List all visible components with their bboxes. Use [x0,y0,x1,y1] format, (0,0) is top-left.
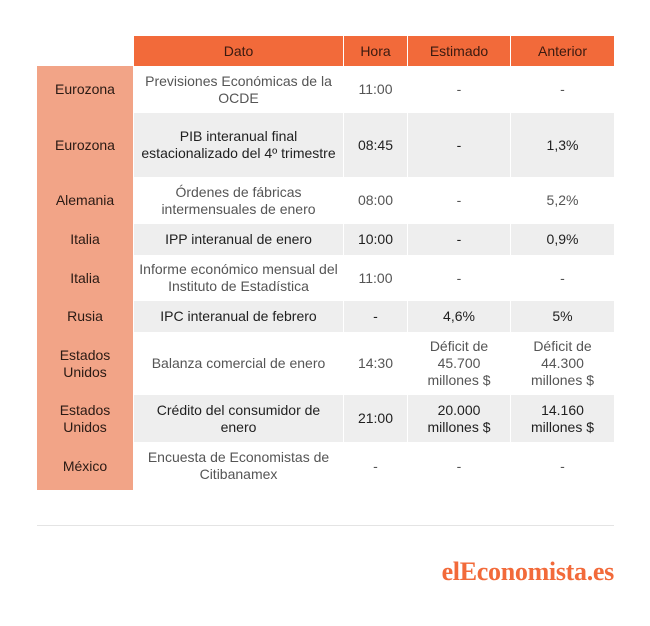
cell-estimado: 4,6% [408,301,511,332]
table-row [134,442,614,490]
cell-hora: 10:00 [344,224,408,255]
country-cell: Eurozona [55,81,115,97]
cell-anterior: 5% [552,308,573,324]
table-row [134,224,614,255]
cell-hora: 08:45 [344,113,408,177]
cell-anterior: 5,2% [546,192,579,208]
cell-anterior: Déficit de 44.300 millones $ [530,338,595,388]
country-cell: Rusia [67,308,103,324]
country-cell: Italia [70,231,100,247]
cell-estimado: - [408,177,511,224]
cell-dato: IPC interanual de febrero [134,301,344,332]
cell-estimado: - [408,224,511,255]
header-anterior: Anterior [537,43,588,59]
cell-estimado: Déficit de 45.700 millones $ [408,332,511,395]
cell-hora: 11:00 [344,255,408,301]
cell-dato: Crédito del consumidor de enero [134,395,344,442]
header-estimado: Estimado [408,36,511,66]
cell-anterior: 0,9% [546,231,579,247]
country-cell: Estados Unidos [59,346,111,380]
cell-hora: 11:00 [344,66,408,113]
cell-estimado: - [408,113,511,177]
cell-anterior: 1,3% [546,136,579,153]
eleconomista-logo: elEconomista.es [441,557,614,586]
cell-dato: Balanza comercial de enero [134,332,344,395]
cell-hora: - [344,301,408,332]
country-cell: Italia [70,269,100,286]
table-row [134,66,614,113]
country-cell: México [62,457,108,474]
cell-hora: 08:00 [344,177,408,224]
cell-anterior: - [560,457,565,474]
header-hora: Hora [344,36,408,66]
cell-hora: 14:30 [344,332,408,395]
cell-estimado: - [408,66,511,113]
cell-hora: - [344,442,408,490]
country-cell: Estados Unidos [59,401,111,435]
cell-anterior: 14.160 millones $ [530,401,595,435]
cell-estimado: 20.000 millones $ [408,395,511,442]
cell-estimado: - [408,442,511,490]
table-row [134,255,614,301]
divider [37,525,614,526]
cell-dato: PIB interanual final estacionalizado del 4º trimestre [134,113,344,177]
header-dato: Dato [134,36,344,66]
cell-hora: 21:00 [344,395,408,442]
table-row [134,177,614,224]
table-row [134,113,614,177]
cell-dato: Órdenes de fábricas intermensuales de enero [134,177,344,224]
table-row [134,301,614,332]
table-row [134,395,614,442]
table-body [134,66,614,490]
country-cell: Eurozona [55,136,115,153]
cell-dato: IPP interanual de enero [134,224,344,255]
cell-anterior: - [560,81,565,97]
table-row [134,332,614,395]
cell-dato: Informe económico mensual del Instituto de Estadística [134,255,344,301]
cell-estimado: - [408,255,511,301]
table-header [134,36,614,66]
cell-dato: Encuesta de Economistas de Citibanamex [134,442,344,490]
cell-anterior: - [560,269,565,286]
cell-dato: Previsiones Económicas de la OCDE [134,66,344,113]
country-cell: Alemania [55,192,115,208]
